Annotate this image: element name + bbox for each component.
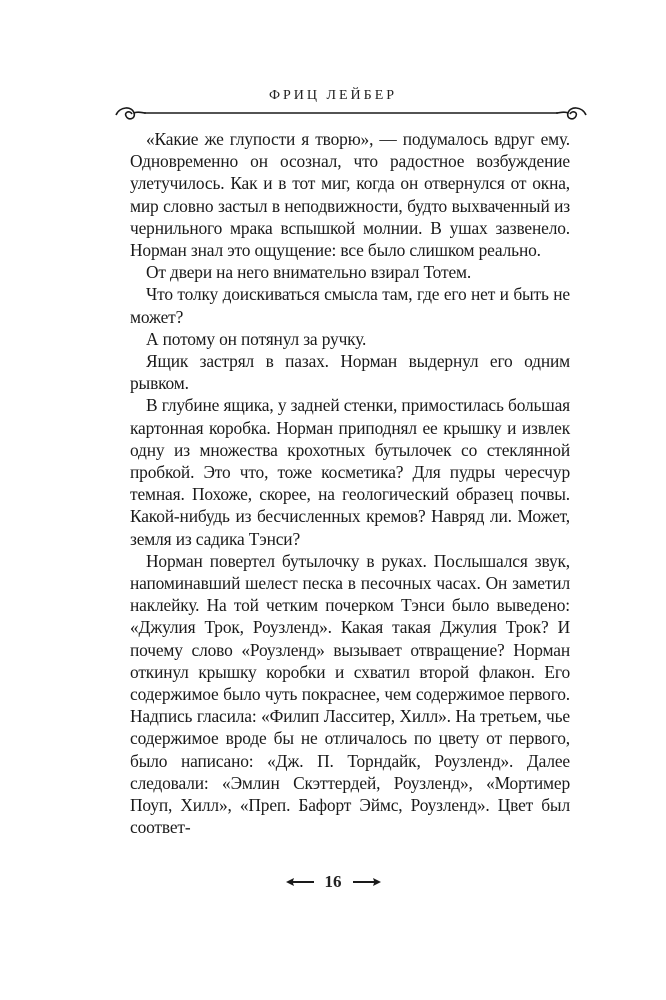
page-number: 16 bbox=[324, 872, 342, 891]
page-footer bbox=[0, 870, 666, 894]
paragraph: От двери на него внимательно взирал Тотем. bbox=[146, 262, 472, 283]
running-head: ФРИЦ ЛЕЙБЕР bbox=[268, 88, 398, 103]
left-arrow-ornament-icon bbox=[285, 876, 315, 888]
paragraph: А потому он потянул за ручку. bbox=[146, 328, 367, 349]
paragraph: В глубине ящика, у задней стенки, примостилась большая картонная коробка. Норман приподнял ее крышку и извлек одну из множества крохотных бутылочек со стеклянной пробкой. Это что, тоже косметика? Для пудры чересчур темная. Похоже, скорее, на геологический образец почвы. Какой-нибудь из бесчисленных кремов? Навряд ли. Может, земля из садика Тэнси? bbox=[130, 395, 570, 549]
paragraph: Ящик застрял в пазах. Норман выдернул его одним рывком. bbox=[130, 351, 570, 394]
right-arrow-ornament-icon bbox=[352, 876, 382, 888]
ornamental-rule bbox=[112, 102, 590, 124]
body-text bbox=[130, 128, 570, 839]
paragraph: Что толку доискиваться смысла там, где его нет и быть не может? bbox=[130, 284, 570, 327]
paragraph: Норман повертел бутылочку в руках. Послышался звук, напоминавший шелест песка в песочных часах. Он заметил наклейку. На той четким почерком Тэнси было выведено: «Джулия Трок, Роузленд». Какая такая Джулия Трок? И почему слово «Роузленд» вызывает отвращение? Норман откинул крышку коробки и схватил второй флакон. Его содержимое было чуть покраснее, чем содержимое первого. Надпись гласила: «Филип Ласситер, Хилл». На третьем, чье содержимое вроде бы не отличалось по цвету от первого, было написано: «Дж. П. Торндайк, Роузленд». Далее следовали: «Эмлин Скэттердей, Роузленд», «Мортимер Поуп, Хилл», «Преп. Бафорт Эймс, Роузленд». Цвет был соответ- bbox=[130, 550, 570, 838]
paragraph: «Какие же глупости я творю», — подумалось вдруг ему. Одновременно он осознал, что радостное возбуждение улетучилось. Как и в тот миг, когда он отвернулся от окна, мир словно застыл в неподвижности, будто выхваченный из чернильного мрака вспышкой молнии. В ушах зазвенело. Норман знал это ощущение: все было слишком реально. bbox=[130, 129, 570, 261]
